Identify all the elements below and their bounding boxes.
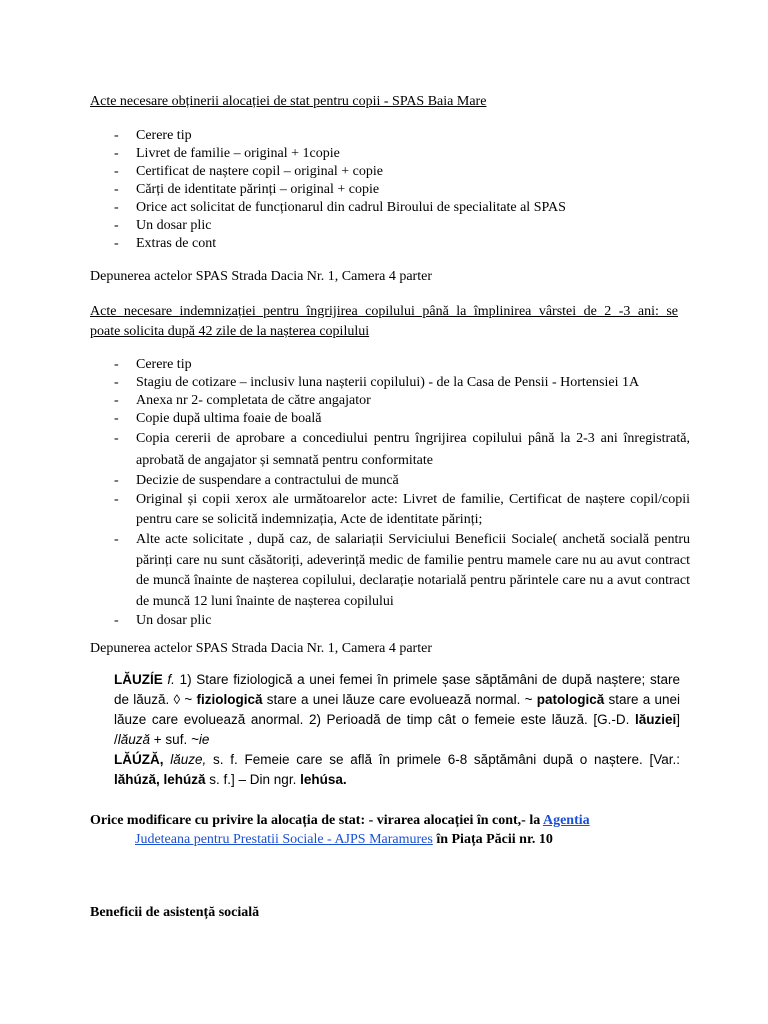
list-item: - Certificat de naștere copil – original + copie [90, 163, 690, 181]
definition-text: s. f.] – Din ngr. [205, 772, 301, 787]
list-item: - Cerere tip [90, 356, 690, 374]
list-item: - Copie după ultima foaie de boală [90, 410, 690, 428]
part-of-speech: f. [167, 672, 175, 687]
notice-address: în Piața Păcii nr. 10 [432, 832, 553, 847]
headword: LĂUZÍE [114, 672, 163, 687]
headword: LĂÚZĂ, [114, 752, 164, 767]
section2-list [90, 356, 690, 630]
section2-title-line1: Acte necesare indemnizației pentru îngrijirea copilului până la împlinirea vârstei de 2 -3 ani: se [90, 304, 678, 319]
term-italic: lăuză [117, 732, 151, 747]
agency-link[interactable]: Agentia [542, 813, 590, 828]
definition-text: + suf. [150, 732, 191, 747]
definition-text: s. f. Femeie care se află în primele 6-8 săptămâni după o naștere. [Var.: [206, 752, 680, 767]
list-item: - Decizie de suspendare a contractului de muncă [90, 472, 690, 490]
term-bold: lăuziei [634, 712, 677, 727]
definition-text: stare a unei lăuze care evoluează anormal. 2) Perioadă de timp cât o femeie este lăuză. [G.-D. [114, 692, 680, 727]
section2-title-line2: poate solicita după 42 zile de la nașterea copilului [90, 324, 370, 339]
notice-text: Orice modificare cu privire la alocația de stat: - virarea alocației în cont,- la [90, 813, 543, 828]
list-item: - Anexa nr 2- completata de către angajator [90, 392, 690, 410]
list-item: - Stagiu de cotizare – inclusiv luna nașterii copilului) - de la Casa de Pensii - Hortensiei 1A [90, 374, 690, 392]
section1-list [90, 127, 690, 253]
list-item: - Livret de familie – original + 1copie [90, 145, 690, 163]
term-italic: ~ie [190, 732, 210, 747]
agency-link-continued[interactable]: Judeteana pentru Prestatii Sociale - AJPS Maramures [135, 832, 433, 847]
definition-text: ] / [114, 712, 680, 747]
list-item: - Cărți de identitate părinți – original + copie [90, 181, 690, 199]
list-item: - Un dosar plic [90, 217, 690, 235]
social-benefits-heading: Beneficii de asistență socială [90, 905, 260, 920]
list-item: - Un dosar plic [90, 612, 690, 630]
term-bold: patologică [536, 692, 605, 707]
dictionary-entry-lauza [114, 750, 680, 790]
list-item: - Orice act solicitat de funcționarul din cadrul Biroului de specialitate al SPAS [90, 199, 690, 217]
term-italic: lăuze, [170, 752, 207, 767]
section2-deposit-address: Depunerea actelor SPAS Strada Dacia Nr. 1, Camera 4 parter [90, 641, 432, 656]
list-item: - Original și copii xerox ale următoarelor acte: Livret de familie, Certificat de naștere copil/copii pentru care se solicită indemnizația, Acte de identitate părinți; [90, 490, 690, 530]
notice-continuation [90, 830, 678, 849]
allowance-change-notice [90, 811, 678, 849]
section1-title: Acte necesare obținerii alocației de stat pentru copii - SPAS Baia Mare [90, 94, 487, 109]
list-item: - Extras de cont [90, 235, 690, 253]
dictionary-entry-lauzie [114, 670, 680, 750]
term-bold: fiziologică [196, 692, 263, 707]
section1-deposit-address: Depunerea actelor SPAS Strada Dacia Nr. 1, Camera 4 parter [90, 269, 432, 284]
definition-text: 1) Stare fiziologică a unei femei în primele șase săptămâni de după naștere; stare de lăuză. ◊ ~ [114, 672, 680, 707]
definition-text: stare a unei lăuze care evoluează normal. ~ [262, 692, 537, 707]
term-bold: lehúsa. [300, 772, 347, 787]
list-item: - Cerere tip [90, 127, 690, 145]
list-item: - Alte acte solicitate , după caz, de salariații Serviciului Beneficii Sociale( anchetă socială pentru părinți care nu sunt căsătoriți, adeverință medic de familie pentru mamele care nu au avut contract de muncă înainte de nașterea copilului, declarație notarială pentru părintele care nu a avut contract de muncă 12 luni înainte de nașterea copilului [90, 530, 690, 612]
list-item: - Copia cererii de aprobare a concediului pentru îngrijirea copilului până la 2-3 ani înregistrată, aprobată de angajator și semnată pentru conformitate [90, 428, 690, 472]
term-bold: lăhúză, lehúză [114, 772, 206, 787]
